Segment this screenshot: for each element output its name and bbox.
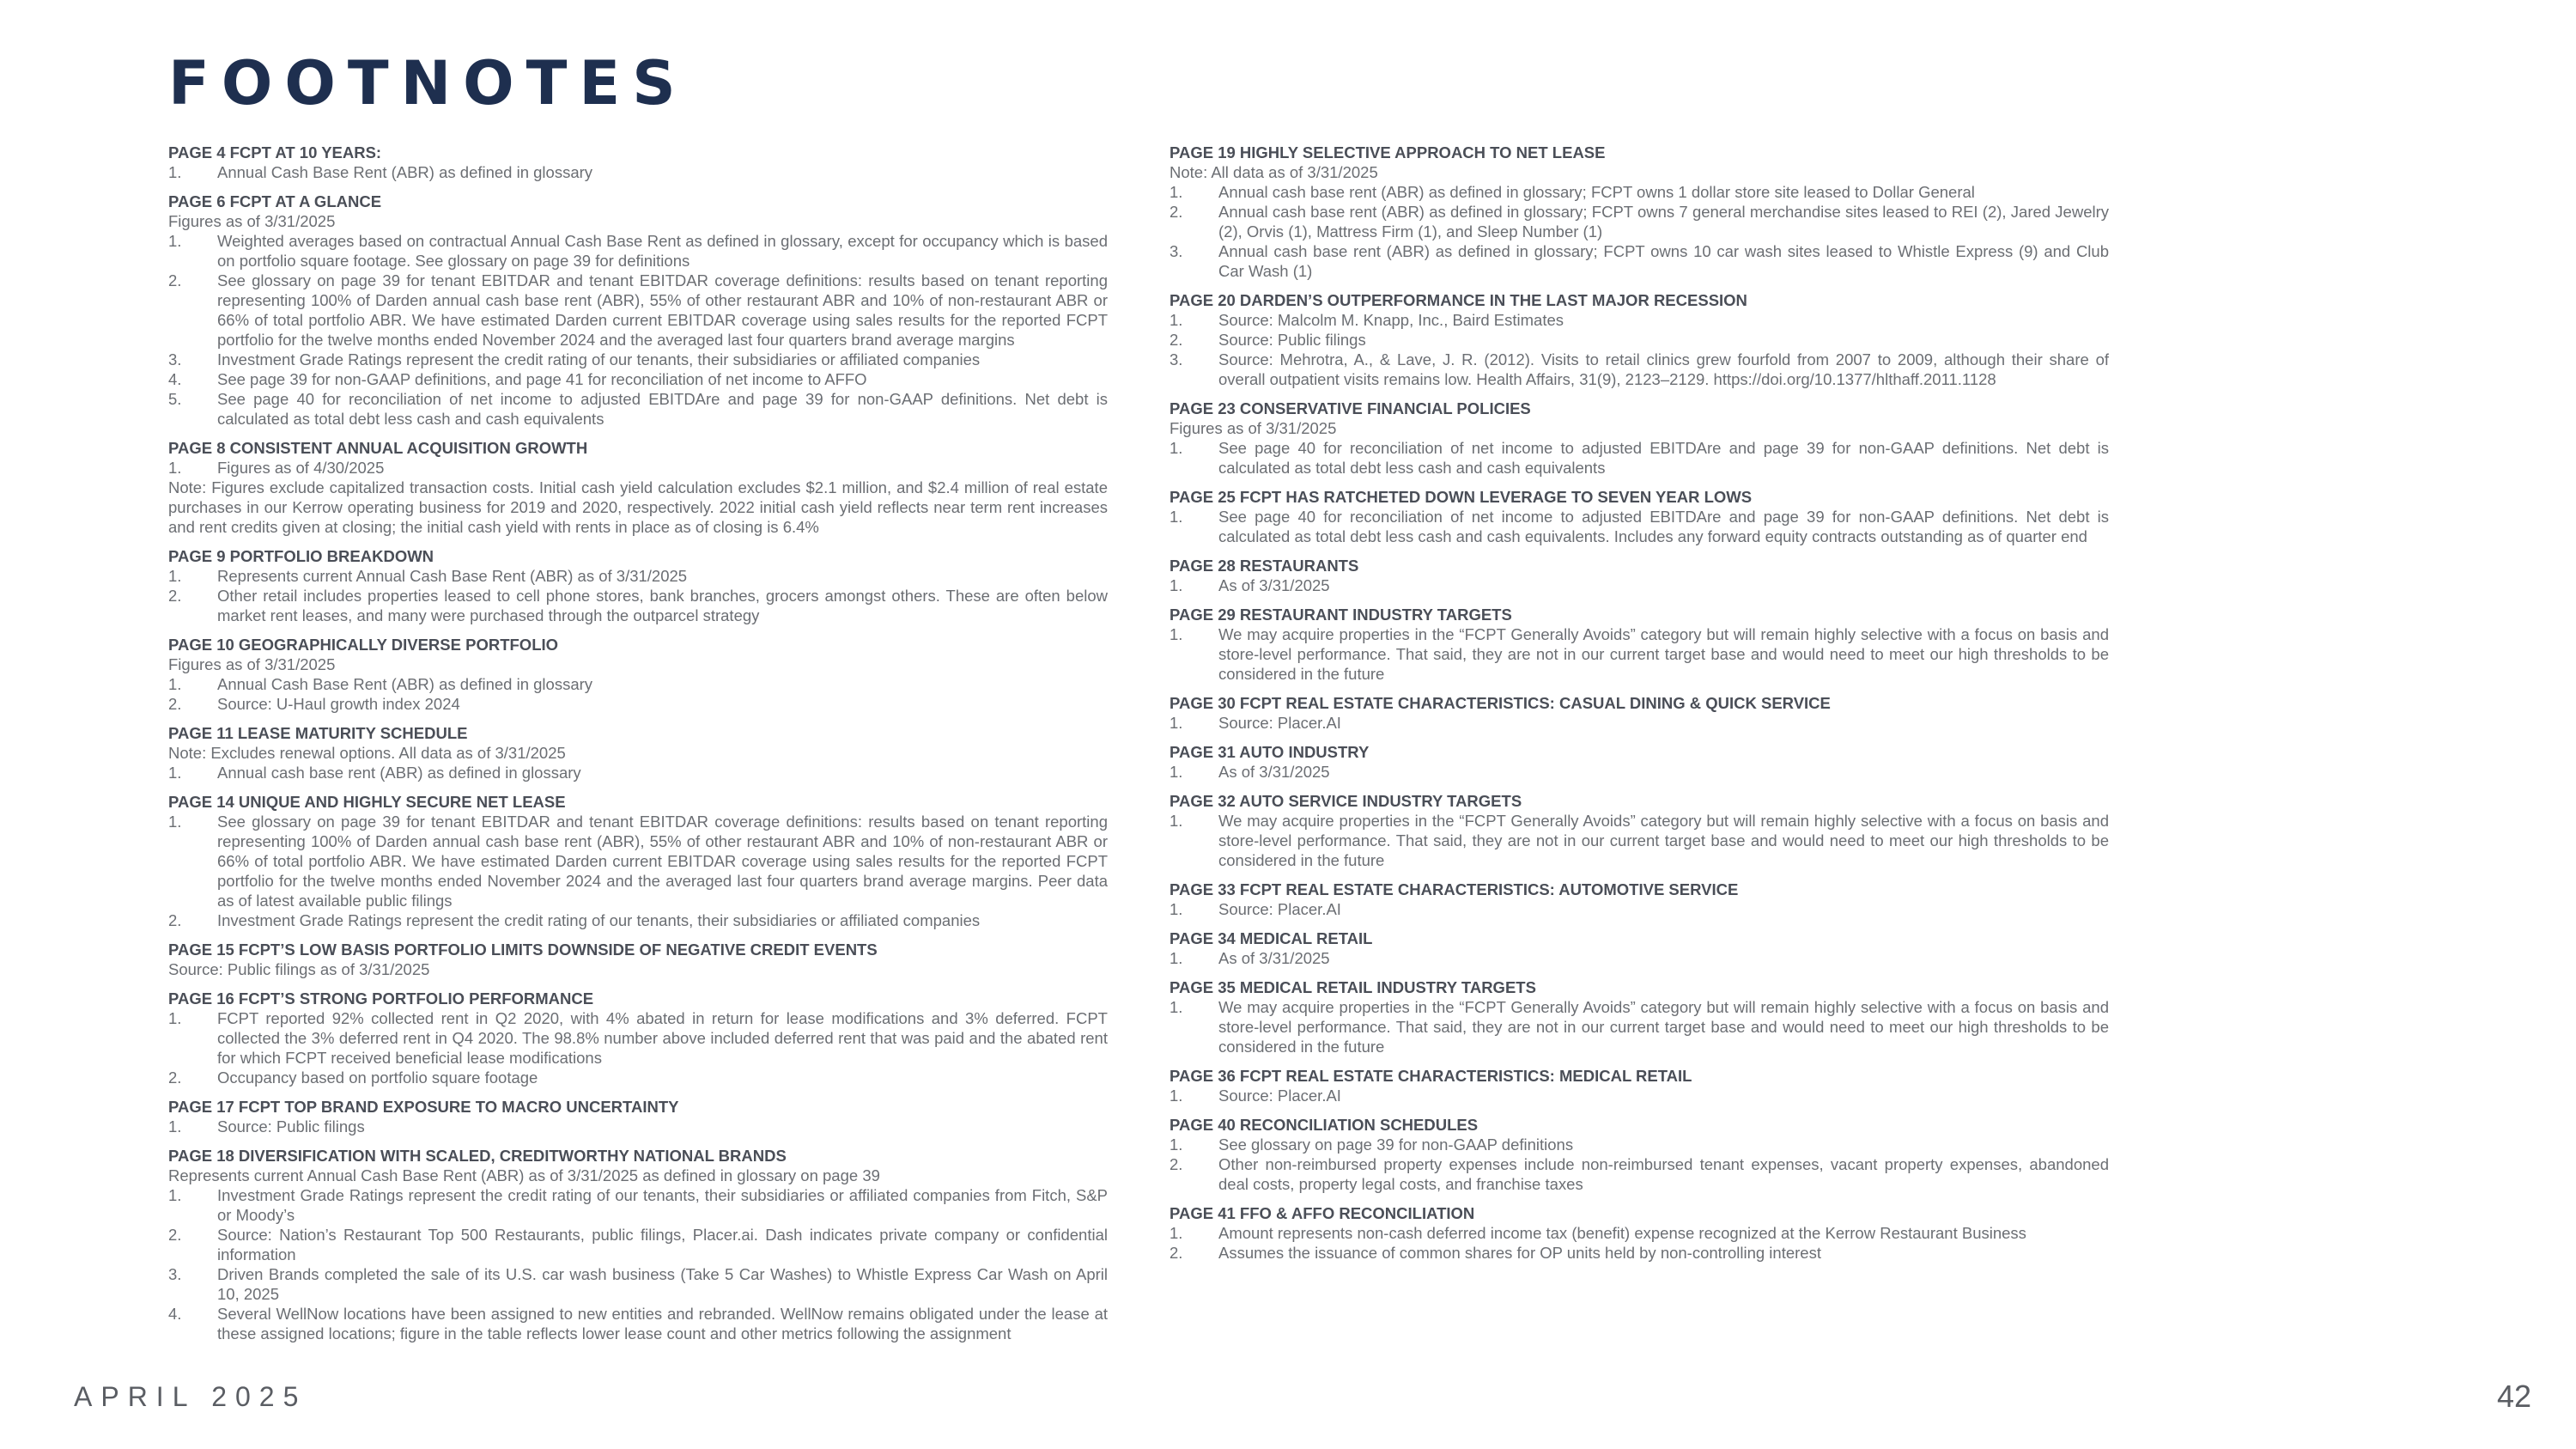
footnote-list — [1170, 997, 2109, 1056]
section-heading: PAGE 23 CONSERVATIVE FINANCIAL POLICIES — [1170, 399, 1531, 417]
section-heading: PAGE 30 FCPT REAL ESTATE CHARACTERISTICS: CASUAL DINING & QUICK SERVICE — [1170, 694, 1831, 712]
section-heading: PAGE 33 FCPT REAL ESTATE CHARACTERISTICS: AUTOMOTIVE SERVICE — [1170, 880, 1739, 898]
footnote-item — [168, 910, 1108, 930]
footnote-section — [168, 546, 1108, 625]
footnote-section — [1170, 1203, 2109, 1263]
footnote-item — [168, 1225, 1108, 1264]
footnote-text: See page 40 for reconciliation of net income to adjusted EBITDAre and page 39 for non-GAAP definitions. Net debt is calculated as total debt less cash and cash equivalents. Includes any forward equity contracts outstanding as of quarter end — [1218, 508, 2109, 545]
footnote-section — [168, 438, 1108, 537]
footnote-text: Assumes the issuance of common shares for OP units held by non-controlling interest — [1218, 1244, 1821, 1262]
section-heading: PAGE 35 MEDICAL RETAIL INDUSTRY TARGETS — [1170, 978, 1536, 996]
footnote-number: 4. — [168, 1305, 182, 1323]
footnote-section — [168, 1146, 1108, 1343]
section-note: Figures as of 3/31/2025 — [168, 655, 336, 673]
footnote-number: 2. — [168, 587, 182, 605]
footnote-number: 2. — [168, 271, 182, 289]
footnote-text: Source: Mehrotra, A., & Lave, J. R. (2012). Visits to retail clinics grew fourfold from 2007 to 2009, although their share of overall outpatient visits remains low. Health Affairs, 31(9), 2123–2129. https://doi.org/10.1377/hlthaff.2011.1128 — [1218, 350, 2109, 388]
section-heading: PAGE 34 MEDICAL RETAIL — [1170, 929, 1373, 947]
footnote-number: 1. — [1170, 949, 1183, 967]
footnote-number: 2. — [168, 911, 182, 929]
footnote-number: 5. — [168, 390, 182, 408]
footnote-number: 1. — [168, 813, 182, 831]
footnote-number: 1. — [168, 232, 182, 250]
footnote-text: See glossary on page 39 for non-GAAP definitions — [1218, 1135, 1574, 1154]
section-heading: PAGE 29 RESTAURANT INDUSTRY TARGETS — [1170, 606, 1512, 624]
footnote-item — [1170, 1243, 2109, 1263]
footnote-list — [1170, 713, 2109, 733]
footnote-item — [1170, 1086, 2109, 1105]
footnote-item — [168, 1008, 1108, 1068]
footnote-number: 4. — [168, 370, 182, 388]
footnote-section — [168, 989, 1108, 1087]
footnote-section — [1170, 693, 2109, 733]
footnote-item — [168, 271, 1108, 350]
footnote-number: 1. — [1170, 625, 1183, 643]
footnote-list — [168, 162, 1108, 182]
footnote-section — [1170, 1066, 2109, 1105]
footnote-list — [168, 1185, 1108, 1343]
footnote-section — [1170, 143, 2109, 281]
footnote-section — [168, 792, 1108, 930]
footnote-item — [1170, 762, 2109, 782]
footnote-number: 1. — [168, 675, 182, 693]
footnote-section — [1170, 977, 2109, 1056]
footnote-number: 2. — [1170, 1155, 1183, 1173]
footnote-number: 1. — [1170, 763, 1183, 781]
footnote-item — [1170, 1135, 2109, 1154]
footnote-text: Investment Grade Ratings represent the credit rating of our tenants, their subsidiaries or affiliated companies — [217, 350, 981, 368]
footnote-item — [1170, 507, 2109, 546]
footnote-number: 1. — [1170, 1087, 1183, 1105]
footnote-item — [1170, 350, 2109, 389]
footnote-number: 1. — [1170, 1135, 1183, 1154]
footnote-number: 1. — [1170, 439, 1183, 457]
section-heading: PAGE 8 CONSISTENT ANNUAL ACQUISITION GROWTH — [168, 439, 588, 457]
footnote-number: 1. — [1170, 183, 1183, 201]
footnote-text: See glossary on page 39 for tenant EBITDAR and tenant EBITDAR coverage definitions: results based on tenant reporting representing 100% of Darden annual cash base rent (ABR), 55% of other restaurant ABR and 10% of non-restaurant ABR or 66% of total portfolio ABR. We have estimated Darden current EBITDAR coverage using sales results for the reported FCPT portfolio for the twelve months ended November 2024 and the averaged last four quarters brand average margins — [217, 271, 1108, 349]
footnote-item — [168, 1068, 1108, 1087]
footnote-section — [1170, 791, 2109, 870]
footnote-list — [168, 812, 1108, 930]
footnote-item — [1170, 624, 2109, 684]
footnote-text: Source: U-Haul growth index 2024 — [217, 695, 460, 713]
section-note: Note: All data as of 3/31/2025 — [1170, 163, 1378, 181]
footnote-item — [168, 566, 1108, 586]
page-title: FOOTNOTES — [168, 48, 688, 119]
footnote-text: FCPT reported 92% collected rent in Q2 2020, with 4% abated in return for lease modifications and 3% deferred. FCPT collected the 3% deferred rent in Q4 2020. The 98.8% number above included deferred rent that was paid and the abated rent for which FCPT received beneficial lease modifications — [217, 1009, 1108, 1067]
section-heading: PAGE 17 FCPT TOP BRAND EXPOSURE TO MACRO UNCERTAINTY — [168, 1098, 679, 1116]
footnote-item — [1170, 182, 2109, 202]
footnote-item — [168, 812, 1108, 910]
footnote-number: 1. — [168, 1186, 182, 1204]
footnote-text: Source: Placer.AI — [1218, 900, 1341, 918]
footnote-number: 2. — [168, 695, 182, 713]
footnote-number: 3. — [168, 350, 182, 368]
footnote-item — [168, 350, 1108, 369]
footnote-text: Source: Malcolm M. Knapp, Inc., Baird Estimates — [1218, 311, 1564, 329]
footnote-section — [1170, 487, 2109, 546]
section-note: Note: Figures exclude capitalized transaction costs. Initial cash yield calculation excludes $2.1 million, and $2.4 million of real estate purchases in our Kerrow operating business for 2019 and 2020, respectively. 2022 initial cash yield reflects near term rent increases and rent credits given at closing; the initial cash yield with rents in place as of closing is 6.4% — [168, 478, 1108, 536]
section-heading: PAGE 41 FFO & AFFO RECONCILIATION — [1170, 1204, 1475, 1222]
footnote-text: As of 3/31/2025 — [1218, 576, 1330, 594]
section-heading: PAGE 25 FCPT HAS RATCHETED DOWN LEVERAGE TO SEVEN YEAR LOWS — [1170, 488, 1753, 506]
footer-date: APRIL 2025 — [74, 1381, 307, 1412]
footnote-number: 1. — [1170, 812, 1183, 830]
footnote-text: Annual cash base rent (ABR) as defined in glossary; FCPT owns 7 general merchandise sites leased to REI (2), Jared Jewelry (2), Orvis (1), Mattress Firm (1), and Sleep Number (1) — [1218, 203, 2109, 240]
footnote-item — [168, 1304, 1108, 1343]
footnote-number: 2. — [1170, 331, 1183, 349]
footnote-section — [1170, 605, 2109, 684]
footnote-list — [1170, 1086, 2109, 1105]
footnote-item — [1170, 997, 2109, 1056]
footnote-section — [168, 635, 1108, 714]
footnote-list — [1170, 438, 2109, 478]
footnote-text: Weighted averages based on contractual Annual Cash Base Rent as defined in glossary, except for occupancy which is based on portfolio square footage. See glossary on page 39 for definitions — [217, 232, 1108, 270]
footnote-text: We may acquire properties in the “FCPT Generally Avoids” category but will remain highly selective with a focus on basis and store-level performance. That said, they are not in our current target base and would need to meet our high thresholds to be considered in the future — [1218, 998, 2109, 1056]
footnote-text: See page 40 for reconciliation of net income to adjusted EBITDAre and page 39 for non-GAAP definitions. Net debt is calculated as total debt less cash and cash equivalents — [1218, 439, 2109, 477]
footnote-number: 1. — [168, 567, 182, 585]
footnote-section — [168, 192, 1108, 429]
footnote-text: We may acquire properties in the “FCPT Generally Avoids” category but will remain highly selective with a focus on basis and store-level performance. That said, they are not in our current target base and would need to meet our high thresholds to be considered in the future — [1218, 625, 2109, 683]
footnote-text: Investment Grade Ratings represent the credit rating of our tenants, their subsidiaries or affiliated companies from Fitch, S&P or Moody’s — [217, 1186, 1108, 1224]
footnote-text: Annual Cash Base Rent (ABR) as defined in glossary — [217, 163, 593, 181]
section-heading: PAGE 4 FCPT AT 10 YEARS: — [168, 143, 382, 161]
section-heading: PAGE 15 FCPT’S LOW BASIS PORTFOLIO LIMITS DOWNSIDE OF NEGATIVE CREDIT EVENTS — [168, 941, 878, 959]
section-heading: PAGE 32 AUTO SERVICE INDUSTRY TARGETS — [1170, 792, 1522, 810]
footnote-number: 1. — [168, 1117, 182, 1135]
footnote-item — [168, 1185, 1108, 1225]
footnote-section — [1170, 290, 2109, 389]
footnote-text: Other non-reimbursed property expenses include non-reimbursed tenant expenses, vacant property expenses, abandoned deal costs, property legal costs, and franchise taxes — [1218, 1155, 2109, 1193]
section-note: Figures as of 3/31/2025 — [1170, 419, 1337, 437]
footnote-number: 1. — [1170, 311, 1183, 329]
footnote-number: 1. — [168, 1009, 182, 1027]
footnote-number: 1. — [1170, 508, 1183, 526]
footnote-item — [168, 694, 1108, 714]
page-number: 42 — [2496, 1379, 2531, 1414]
footnote-text: Investment Grade Ratings represent the credit rating of our tenants, their subsidiaries or affiliated companies — [217, 911, 981, 929]
footnote-list — [1170, 182, 2109, 281]
footnote-list — [168, 231, 1108, 429]
section-heading: PAGE 36 FCPT REAL ESTATE CHARACTERISTICS: MEDICAL RETAIL — [1170, 1067, 1692, 1085]
footnote-list — [1170, 624, 2109, 684]
section-heading: PAGE 19 HIGHLY SELECTIVE APPROACH TO NET LEASE — [1170, 143, 1606, 161]
footnote-item — [1170, 330, 2109, 350]
footnote-text: Other retail includes properties leased to cell phone stores, bank branches, grocers amongst others. These are often below market rent leases, and many were purchased through the outparcel strategy — [217, 587, 1108, 624]
footnote-text: Annual cash base rent (ABR) as defined in glossary — [217, 764, 581, 782]
footnote-text: Driven Brands completed the sale of its U.S. car wash business (Take 5 Car Washes) to Whistle Express Car Wash on April 10, 2025 — [217, 1265, 1108, 1303]
footnote-number: 3. — [1170, 350, 1183, 368]
footnote-text: Occupancy based on portfolio square footage — [217, 1068, 538, 1087]
footnote-item — [1170, 310, 2109, 330]
footnote-number: 1. — [1170, 714, 1183, 732]
footnote-section — [168, 940, 1108, 979]
section-heading: PAGE 28 RESTAURANTS — [1170, 557, 1359, 575]
footnote-section — [168, 143, 1108, 182]
footnote-number: 1. — [1170, 900, 1183, 918]
footnote-list — [168, 763, 1108, 782]
footnote-text: Source: Placer.AI — [1218, 1087, 1341, 1105]
footnote-number: 2. — [1170, 1244, 1183, 1262]
footnote-text: Figures as of 4/30/2025 — [217, 459, 385, 477]
footnote-item — [1170, 811, 2109, 870]
footnote-section — [168, 1097, 1108, 1136]
footnote-number: 2. — [1170, 203, 1183, 221]
footnote-item — [1170, 575, 2109, 595]
footnote-text: As of 3/31/2025 — [1218, 949, 1330, 967]
footnote-number: 1. — [168, 764, 182, 782]
footnote-text: Amount represents non-cash deferred income tax (benefit) expense recognized at the Kerrow Restaurant Business — [1218, 1224, 2026, 1242]
footnote-item — [1170, 713, 2109, 733]
footnote-number: 1. — [168, 459, 182, 477]
section-heading: PAGE 16 FCPT’S STRONG PORTFOLIO PERFORMANCE — [168, 989, 594, 1008]
section-note: Represents current Annual Cash Base Rent (ABR) as of 3/31/2025 as defined in glossary on page 39 — [168, 1166, 880, 1184]
footnote-text: See page 39 for non-GAAP definitions, and page 41 for reconciliation of net income to AFFO — [217, 370, 867, 388]
section-heading: PAGE 9 PORTFOLIO BREAKDOWN — [168, 547, 434, 565]
footnote-section — [1170, 742, 2109, 782]
footnote-number: 1. — [1170, 1224, 1183, 1242]
section-heading: PAGE 10 GEOGRAPHICALLY DIVERSE PORTFOLIO — [168, 636, 559, 654]
footnote-item — [168, 1117, 1108, 1136]
footnote-item — [1170, 1154, 2109, 1194]
footnote-number: 1. — [168, 163, 182, 181]
footnote-item — [1170, 1223, 2109, 1243]
footnote-item — [168, 674, 1108, 694]
footnote-number: 2. — [168, 1068, 182, 1087]
footnote-text: Source: Nation’s Restaurant Top 500 Restaurants, public filings, Placer.ai. Dash indicates private company or confidential information — [217, 1226, 1108, 1263]
footnote-item — [168, 763, 1108, 782]
footnote-section — [1170, 1115, 2109, 1194]
footnote-number: 2. — [168, 1226, 182, 1244]
footnote-section — [1170, 556, 2109, 595]
footnote-number: 1. — [1170, 576, 1183, 594]
footnote-item — [1170, 438, 2109, 478]
footnote-text: Annual cash base rent (ABR) as defined in glossary; FCPT owns 1 dollar store site leased to Dollar General — [1218, 183, 1975, 201]
footnote-item — [168, 162, 1108, 182]
footnote-text: We may acquire properties in the “FCPT Generally Avoids” category but will remain highly selective with a focus on basis and store-level performance. That said, they are not in our current target base and would need to meet our high thresholds to be considered in the future — [1218, 812, 2109, 869]
footnote-text: Annual cash base rent (ABR) as defined in glossary; FCPT owns 10 car wash sites leased to Whistle Express (9) and Club Car Wash (1) — [1218, 242, 2109, 280]
footnote-item — [1170, 241, 2109, 281]
section-heading: PAGE 20 DARDEN’S OUTPERFORMANCE IN THE LAST MAJOR RECESSION — [1170, 291, 1747, 309]
section-heading: PAGE 18 DIVERSIFICATION WITH SCALED, CREDITWORTHY NATIONAL BRANDS — [168, 1147, 787, 1165]
footnote-item — [168, 369, 1108, 389]
footnote-section — [1170, 399, 2109, 478]
footnotes-right-column — [1170, 143, 2109, 1272]
footnote-text: Several WellNow locations have been assigned to new entities and rebranded. WellNow remains obligated under the lease at these assigned locations; figure in the table reflects lower lease count and other metrics following the assignment — [217, 1305, 1108, 1342]
footnote-item — [168, 586, 1108, 625]
footnote-list — [168, 1117, 1108, 1136]
footnote-text: Source: Public filings — [217, 1117, 365, 1135]
footnote-list — [1170, 507, 2109, 546]
footnote-item — [168, 458, 1108, 478]
footnote-number: 3. — [168, 1265, 182, 1283]
footnote-text: See page 40 for reconciliation of net income to adjusted EBITDAre and page 39 for non-GAAP definitions. Net debt is calculated as total debt less cash and cash equivalents — [217, 390, 1108, 428]
footnote-text: As of 3/31/2025 — [1218, 763, 1330, 781]
footnote-item — [168, 1264, 1108, 1304]
footnote-section — [1170, 880, 2109, 919]
footnotes-left-column — [168, 143, 1108, 1353]
footnote-item — [1170, 899, 2109, 919]
section-heading: PAGE 40 RECONCILIATION SCHEDULES — [1170, 1116, 1479, 1134]
footnote-text: Represents current Annual Cash Base Rent (ABR) as of 3/31/2025 — [217, 567, 688, 585]
section-heading: PAGE 11 LEASE MATURITY SCHEDULE — [168, 724, 468, 742]
footnote-list — [168, 458, 1108, 478]
footnote-list — [1170, 762, 2109, 782]
footnote-number: 3. — [1170, 242, 1183, 260]
section-note: Figures as of 3/31/2025 — [168, 212, 336, 230]
footnote-text: Source: Placer.AI — [1218, 714, 1341, 732]
footnote-list — [1170, 948, 2109, 968]
footnote-list — [1170, 575, 2109, 595]
footnote-text: See glossary on page 39 for tenant EBITDAR and tenant EBITDAR coverage definitions: results based on tenant reporting representing 100% of Darden annual cash base rent (ABR), 55% of other restaurant ABR and 10% of non-restaurant ABR or 66% of total portfolio ABR. We have estimated Darden current EBITDAR coverage using sales results for the reported FCPT portfolio for the twelve months ended November 2024 and the averaged last four quarters brand average margins. Peer data as of latest available public filings — [217, 813, 1108, 910]
footnote-text: Annual Cash Base Rent (ABR) as defined in glossary — [217, 675, 593, 693]
footnote-list — [168, 674, 1108, 714]
footnote-section — [1170, 928, 2109, 968]
footnote-section — [168, 723, 1108, 782]
footnote-text: Source: Public filings — [1218, 331, 1366, 349]
footnote-item — [1170, 202, 2109, 241]
section-note: Source: Public filings as of 3/31/2025 — [168, 960, 430, 978]
footnote-number: 1. — [1170, 998, 1183, 1016]
footnote-item — [168, 231, 1108, 271]
footnote-list — [1170, 310, 2109, 389]
footnote-list — [168, 1008, 1108, 1087]
section-note: Note: Excludes renewal options. All data as of 3/31/2025 — [168, 744, 566, 762]
section-heading: PAGE 14 UNIQUE AND HIGHLY SECURE NET LEASE — [168, 793, 566, 811]
footnote-item — [1170, 948, 2109, 968]
footnote-list — [1170, 811, 2109, 870]
footnote-list — [1170, 1135, 2109, 1194]
footnote-list — [168, 566, 1108, 625]
footnote-list — [1170, 899, 2109, 919]
section-heading: PAGE 6 FCPT AT A GLANCE — [168, 192, 382, 210]
footnote-list — [1170, 1223, 2109, 1263]
section-heading: PAGE 31 AUTO INDUSTRY — [1170, 743, 1370, 761]
footnote-item — [168, 389, 1108, 429]
